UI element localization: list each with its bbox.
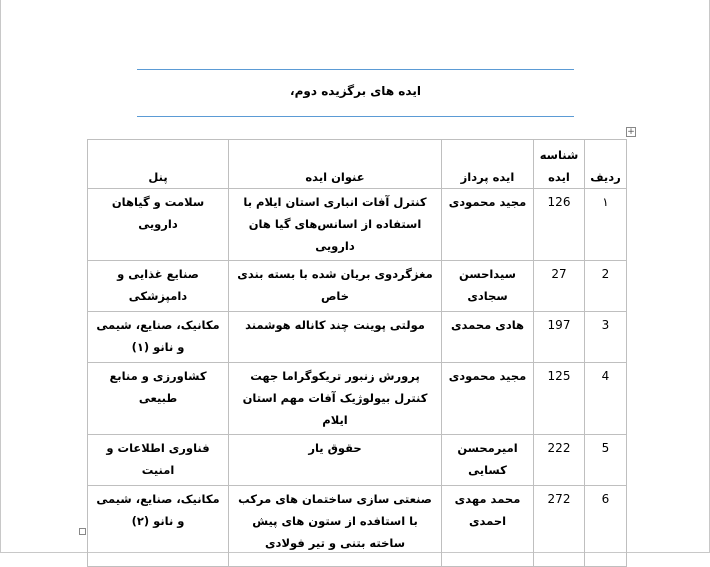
header-author[interactable]: ایده پرداز — [442, 140, 534, 189]
cell-title[interactable]: پرورش زنبور تریکوگراما جهت کنترل بیولوژیک آفات مهم استان ایلام — [229, 363, 442, 435]
cell-author[interactable]: سیداحسن سجادی — [442, 261, 534, 312]
table-row — [88, 435, 627, 486]
table-row — [88, 312, 627, 363]
cell-title[interactable]: مغزگردوی بریان شده با بسته بندی خاص — [229, 261, 442, 312]
cell-title[interactable]: حقوق یار — [229, 435, 442, 486]
cell-panel[interactable]: سلامت و گیاهان دارویی — [88, 189, 229, 261]
header-panel[interactable]: پنل — [88, 140, 229, 189]
cell-title[interactable]: مولتی پوینت چند کاناله هوشمند — [229, 312, 442, 363]
cell-idea-id[interactable]: 222 — [534, 435, 585, 486]
table-row — [88, 189, 627, 261]
cell-row-no[interactable]: 2 — [585, 261, 627, 312]
cell-row-no[interactable]: 4 — [585, 363, 627, 435]
document-heading: ایده های برگزیده دوم، — [290, 84, 421, 98]
cell-author[interactable]: مجید محمودی — [442, 189, 534, 261]
page-edge — [0, 0, 1, 553]
cell-row-no[interactable]: 3 — [585, 312, 627, 363]
cell-row-no[interactable]: ۱ — [585, 189, 627, 261]
cell-title[interactable]: کنترل آفات انباری استان ایلام با استفاده از اسانس‌های گیا هان دارویی — [229, 189, 442, 261]
cell-row-no[interactable]: 6 — [585, 486, 627, 567]
cell-idea-id[interactable]: 27 — [534, 261, 585, 312]
cell-idea-id[interactable]: 125 — [534, 363, 585, 435]
heading-bottom-rule — [137, 116, 574, 117]
table-row — [88, 363, 627, 435]
cell-panel[interactable]: فناوری اطلاعات و امنیت — [88, 435, 229, 486]
cell-idea-id[interactable]: 126 — [534, 189, 585, 261]
heading-top-rule — [137, 69, 574, 70]
table-move-handle-icon[interactable]: + — [627, 127, 635, 137]
ideas-table — [87, 139, 627, 567]
cell-panel[interactable]: کشاورزی و منابع طبیعی — [88, 363, 229, 435]
cell-title[interactable]: صنعتی سازی ساختمان های مرکب با استافده از ستون های پیش ساخته بتنی و تیر فولادی — [229, 486, 442, 567]
cell-author[interactable]: مجید محمودی — [442, 363, 534, 435]
table-row — [88, 261, 627, 312]
cell-idea-id[interactable]: 197 — [534, 312, 585, 363]
cell-panel[interactable]: مکانیک، صنایع، شیمی و نانو (۱) — [88, 312, 229, 363]
header-title[interactable]: عنوان ایده — [229, 140, 442, 189]
table-row — [88, 486, 627, 567]
header-idea-id[interactable]: شناسه ایده — [534, 140, 585, 189]
table-resize-handle-icon[interactable] — [79, 528, 86, 535]
cell-idea-id[interactable]: 272 — [534, 486, 585, 567]
table-header-row — [88, 140, 627, 189]
cell-row-no[interactable]: 5 — [585, 435, 627, 486]
cell-author[interactable]: محمد مهدی احمدی — [442, 486, 534, 567]
header-row-no[interactable]: ردیف — [585, 140, 627, 189]
cell-panel[interactable]: صنایع غذایی و دامپزشکی — [88, 261, 229, 312]
cell-panel[interactable]: مکانیک، صنایع، شیمی و نانو (۲) — [88, 486, 229, 567]
cell-author[interactable]: هادی محمدی — [442, 312, 534, 363]
cell-author[interactable]: امیرمحسن کسایی — [442, 435, 534, 486]
